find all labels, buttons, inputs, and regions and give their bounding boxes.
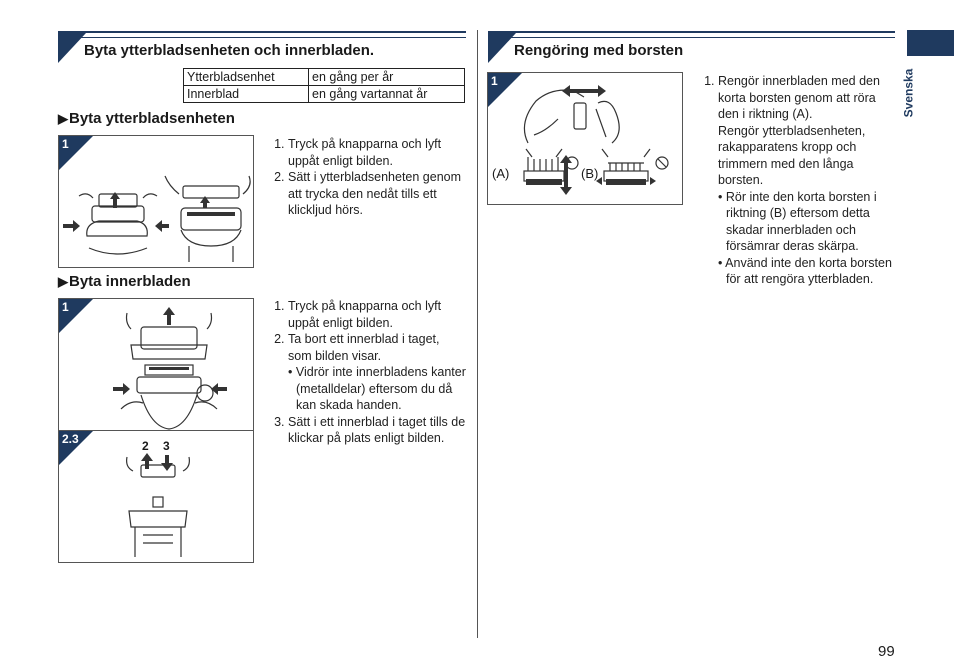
warning-bullet: • Använd inte den korta borsten för att rengöra ytterbladen. <box>718 255 892 286</box>
schedule-interval: en gång vartannat år <box>309 86 465 103</box>
label-direction-a: (A) <box>492 166 510 181</box>
figure-inner-blade-2 <box>58 430 254 563</box>
label-direction-b: (B) <box>581 166 599 181</box>
figure-number: 1 <box>62 300 69 314</box>
column-divider <box>477 30 478 638</box>
figure-brush-cleaning <box>487 72 683 205</box>
list-item: 1. Rengör innerbladen med den korta borsten genom att röra den i riktning (A). Rengör ytterbladsenheten, rakapparatens kropp och trimmern med den långa borsten. • Rör inte den korta borsten i riktning (B) eftersom detta skadar innerbladen och försämrar deras skärpa. • Använd inte den korta borsten för att rengöra ytterbladen. <box>718 73 894 288</box>
subheading-outer-blade: ▶Byta ytterbladsenheten <box>58 110 235 127</box>
section-title-replace: Byta ytterbladsenheten och innerbladen. <box>84 42 375 59</box>
figure-number: 1 <box>491 74 498 88</box>
step-label-2: 2 <box>142 439 149 453</box>
warning-bullet: • Vidrör inte innerbladens kanter (metalldelar) eftersom du då kan skada handen. <box>288 365 466 412</box>
table-row <box>184 86 465 103</box>
step-label-3: 3 <box>163 439 170 453</box>
warning-bullet: • Rör inte den korta borsten i riktning (B) eftersom detta skadar innerbladen och försämrar deras skärpa. <box>718 189 877 253</box>
replacement-schedule-table <box>183 68 465 103</box>
table-row <box>184 69 465 86</box>
subheading-inner-blade: ▶Byta innerbladen <box>58 273 191 290</box>
section-title-cleaning: Rengöring med borsten <box>514 42 684 59</box>
language-label: Svenska <box>901 68 916 118</box>
section-header-replace <box>58 31 466 65</box>
figure-number: 1 <box>62 137 69 151</box>
steps-brush-cleaning <box>702 73 894 288</box>
list-item: 1. Tryck på knapparna och lyft uppåt enligt bilden. <box>288 298 466 331</box>
list-item: 3. Sätt i ett innerblad i taget tills de klickar på plats enligt bilden. <box>288 414 466 447</box>
triangle-right-icon: ▶ <box>58 111 68 126</box>
schedule-part: Innerblad <box>184 86 309 103</box>
figure-number: 2.3 <box>62 432 79 446</box>
triangle-right-icon: ▶ <box>58 274 68 289</box>
list-item: 2. Ta bort ett innerblad i taget, som bilden visar. • Vidrör inte innerbladens kanter (metalldelar) eftersom du då kan skada handen. <box>288 331 466 414</box>
page-number: 99 <box>878 643 895 660</box>
steps-inner-blade <box>272 298 466 447</box>
list-item: 2. Sätt i ytterbladsenheten genom att trycka den nedåt tills ett klickljud hörs. <box>288 169 462 219</box>
figure-outer-blade <box>58 135 254 268</box>
schedule-part: Ytterbladsenhet <box>184 69 309 86</box>
list-item: 1. Tryck på knapparna och lyft uppåt enligt bilden. <box>288 136 462 169</box>
language-tab <box>907 30 954 56</box>
schedule-interval: en gång per år <box>309 69 465 86</box>
section-header-cleaning <box>488 31 895 65</box>
figure-inner-blade-1 <box>58 298 254 432</box>
steps-outer-blade <box>272 136 462 219</box>
